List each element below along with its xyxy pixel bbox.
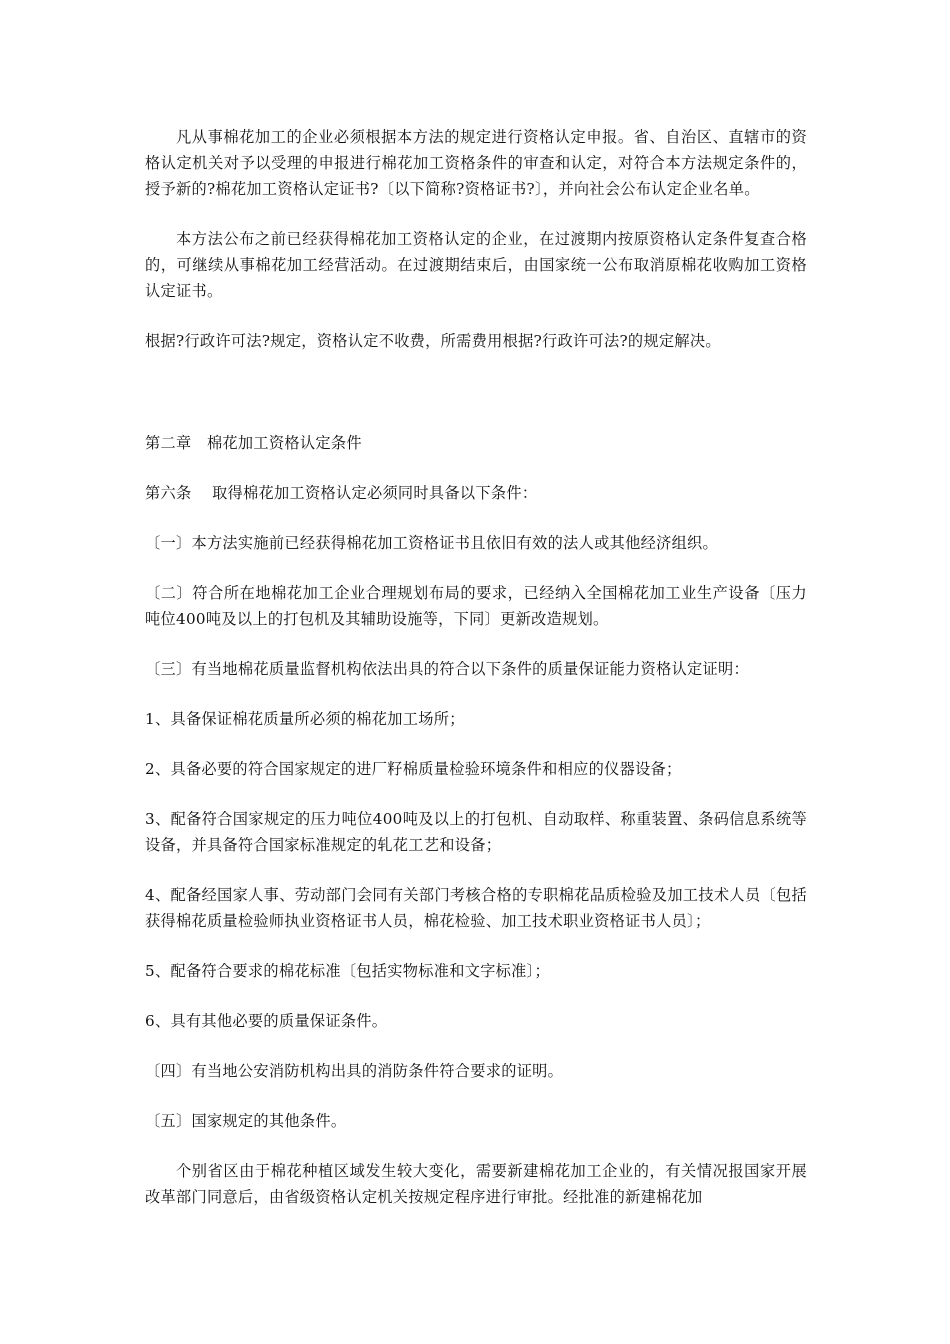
sub-item-4: 4、配备经国家人事、劳动部门会同有关部门考核合格的专职棉花品质检验及加工技术人员〔包括获得棉花质量检验师执业资格证书人员，棉花检验、加工技术职业资格证书人员〕； — [145, 886, 807, 930]
paragraph-fees: 根据?行政许可法?规定，资格认定不收费，所需费用根据?行政许可法?的规定解决。 — [145, 332, 721, 350]
condition-item-3: 〔三〕有当地棉花质量监督机构依法出具的符合以下条件的质量保证能力资格认定证明： — [145, 660, 750, 678]
article-six-heading: 第六条 取得棉花加工资格认定必须同时具备以下条件： — [145, 484, 538, 502]
condition-item-1: 〔一〕本方法实施前已经获得棉花加工资格证书且依旧有效的法人或其他经济组织。 — [145, 534, 719, 552]
document-page — [145, 124, 807, 1210]
condition-item-4: 〔四〕有当地公安消防机构出具的消防条件符合要求的证明。 — [145, 1062, 564, 1080]
paragraph-application-procedure: 凡从事棉花加工的企业必须根据本方法的规定进行资格认定申报。省、自治区、直辖市的资格认定机关对予以受理的申报进行棉花加工资格条件的审查和认定，对符合本方法规定条件的，授予新的?棉花加工资格认定证书?〔以下简称?资格证书?〕，并向社会公布认定企业名单。 — [145, 128, 807, 198]
sub-item-2: 2、具备必要的符合国家规定的进厂籽棉质量检验环境条件和相应的仪器设备； — [145, 760, 682, 778]
condition-item-2: 〔二〕符合所在地棉花加工企业合理规划布局的要求，已经纳入全国棉花加工业生产设备〔压力吨位400吨及以上的打包机及其辅助设施等，下同〕更新改造规划。 — [145, 584, 807, 628]
condition-item-5: 〔五〕国家规定的其他条件。 — [145, 1112, 347, 1130]
sub-item-5: 5、配备符合要求的棉花标准〔包括实物标准和文字标准〕； — [145, 962, 551, 980]
sub-item-6: 6、具有其他必要的质量保证条件。 — [145, 1012, 388, 1030]
sub-item-3: 3、配备符合国家规定的压力吨位400吨及以上的打包机、自动取样、称重装置、条码信息系统等设备，并具备符合国家标准规定的轧花工艺和设备； — [145, 810, 807, 854]
sub-item-1: 1、具备保证棉花质量所必须的棉花加工场所； — [145, 710, 465, 728]
paragraph-new-enterprises: 个别省区由于棉花种植区域发生较大变化，需要新建棉花加工企业的，有关情况报国家开展改革部门同意后，由省级资格认定机关按规定程序进行审批。经批准的新建棉花加 — [145, 1162, 807, 1206]
paragraph-transition-period: 本方法公布之前已经获得棉花加工资格认定的企业，在过渡期内按原资格认定条件复查合格的，可继续从事棉花加工经营活动。在过渡期结束后，由国家统一公布取消原棉花收购加工资格认定证书。 — [145, 230, 807, 300]
chapter-heading: 第二章 棉花加工资格认定条件 — [145, 434, 362, 452]
